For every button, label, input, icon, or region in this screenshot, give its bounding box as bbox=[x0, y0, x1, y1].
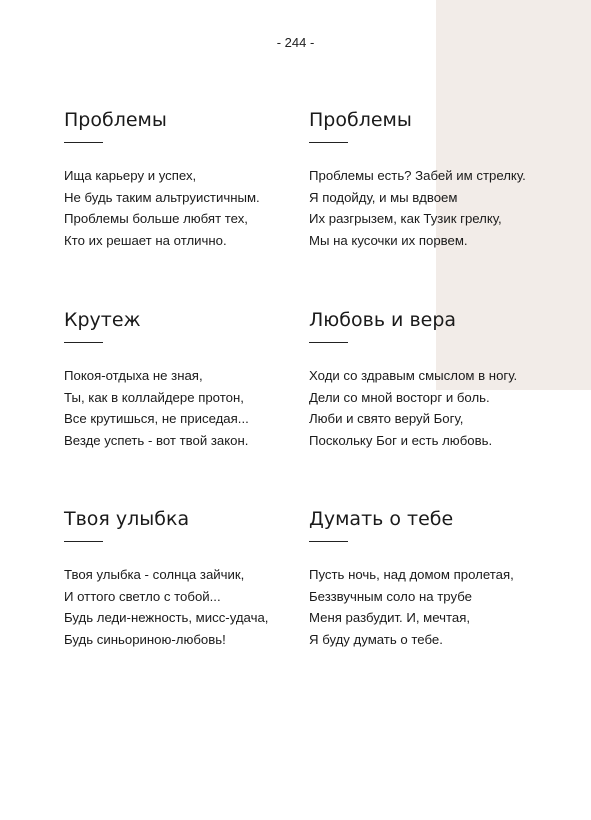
poem-stanza bbox=[309, 365, 559, 451]
poem-line: Я подойду, и мы вдвоем bbox=[309, 189, 458, 205]
poem-title: Думать о тебе bbox=[309, 508, 454, 530]
poem-line: Будь леди-нежность, мисс-удача, bbox=[64, 610, 269, 625]
poem-title: Твоя улыбка bbox=[64, 508, 190, 530]
poem-line: Не будь таким альтруистичным. bbox=[64, 189, 260, 205]
poem-title: Проблемы bbox=[309, 109, 412, 131]
page-number: - 244 - bbox=[276, 35, 315, 50]
poem-line: Люби и свято веруй Богу, bbox=[309, 411, 464, 426]
poem-kruttezh bbox=[64, 308, 314, 451]
poem-line: Покоя-отдыха не зная, bbox=[64, 368, 203, 383]
title-divider bbox=[64, 541, 103, 542]
poem-line: Их разгрызем, как Тузик грелку, bbox=[309, 211, 502, 226]
poem-line: Мы на кусочки их порвем. bbox=[309, 232, 468, 248]
poem-line: Поскольку Бог и есть любовь. bbox=[309, 432, 493, 448]
poem-problemy-1 bbox=[64, 108, 314, 251]
title-divider bbox=[64, 342, 103, 343]
poem-stanza bbox=[64, 165, 314, 251]
poem-stanza bbox=[309, 165, 559, 251]
poem-line: Меня разбудит. И, мечтая, bbox=[309, 610, 471, 625]
poem-line: Все крутишься, не приседая... bbox=[64, 411, 249, 426]
poem-line: Проблемы больше любят тех, bbox=[64, 211, 248, 226]
poem-stanza bbox=[64, 365, 314, 451]
poem-line: Я буду думать о тебе. bbox=[309, 631, 443, 647]
poem-line: И оттого светло с тобой... bbox=[64, 588, 221, 604]
poem-stanza bbox=[64, 564, 314, 650]
poem-tvoya-ulybka bbox=[64, 507, 314, 650]
poem-line: Беззвучным соло на трубе bbox=[309, 588, 472, 604]
title-divider bbox=[309, 142, 348, 143]
poem-title: Проблемы bbox=[64, 109, 167, 131]
poem-line: Кто их решает на отлично. bbox=[64, 232, 227, 248]
poem-problemy-2 bbox=[309, 108, 559, 251]
title-divider bbox=[64, 142, 103, 143]
poem-line: Дели со мной восторг и боль. bbox=[309, 389, 490, 405]
poem-line: Ища карьеру и успех, bbox=[64, 168, 197, 183]
poem-line: Будь синьориною-любовь! bbox=[64, 631, 226, 647]
poem-lyubov-i-vera bbox=[309, 308, 559, 451]
poem-title: Крутеж bbox=[64, 309, 141, 331]
poem-line: Твоя улыбка - солнца зайчик, bbox=[64, 567, 245, 582]
poem-dumat-o-tebe bbox=[309, 507, 559, 650]
title-divider bbox=[309, 342, 348, 343]
poem-title: Любовь и вера bbox=[309, 309, 457, 331]
poem-line: Проблемы есть? Забей им стрелку. bbox=[309, 168, 526, 183]
title-divider bbox=[309, 541, 348, 542]
poem-line: Везде успеть - вот твой закон. bbox=[64, 432, 249, 448]
poem-line: Ты, как в коллайдере протон, bbox=[64, 389, 244, 405]
poem-line: Пусть ночь, над домом пролетая, bbox=[309, 567, 514, 582]
poem-stanza bbox=[309, 564, 559, 650]
poem-line: Ходи со здравым смыслом в ногу. bbox=[309, 368, 518, 383]
